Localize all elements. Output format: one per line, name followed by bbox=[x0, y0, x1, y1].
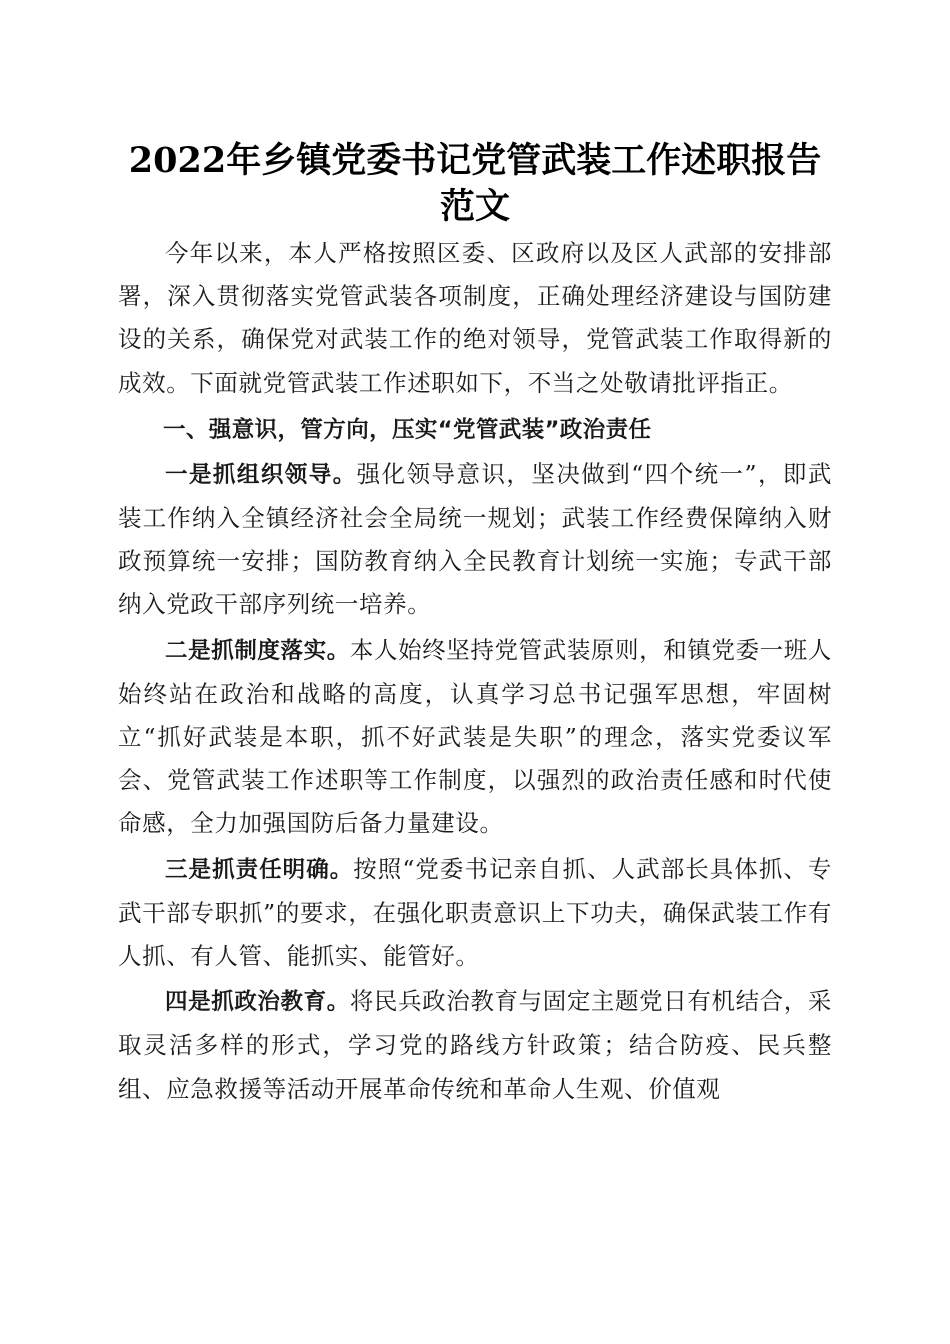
item-text: 按照“党委书记亲自抓、人武部长具体抓、专武干部专职抓”的要求，在强化职责意识上下功夫，确保武装工作有人抓、有人管、能抓实、能管好。 bbox=[118, 854, 832, 971]
title-line-1: 2022年乡镇党委书记党管武装工作述职报告 bbox=[128, 140, 822, 181]
title-line-2: 范文 bbox=[439, 186, 510, 227]
item-text: 将民兵政治教育与固定主题党日有机结合，采取灵活多样的形式，学习党的路线方针政策；结合防疫、民兵整组、应急救援等活动开展革命传统和革命人生观、价值观 bbox=[118, 987, 832, 1103]
item-lead: 三是抓责任明确。 bbox=[165, 856, 354, 883]
intro-paragraph: 今年以来，本人严格按照区委、区政府以及区人武部的安排部署，深入贯彻落实党管武装各项制度，正确处理经济建设与国防建设的关系，确保党对武装工作的绝对领导，党管武装工作取得新的成效。下面就党管武装工作述职如下，不当之处敬请批评指正。 bbox=[118, 239, 832, 397]
item-paragraph-2 bbox=[118, 629, 832, 846]
item-lead: 四是抓政治教育。 bbox=[165, 989, 350, 1016]
item-lead: 一是抓组织领导。 bbox=[165, 461, 357, 488]
item-paragraph-4 bbox=[118, 980, 832, 1111]
document-body bbox=[118, 232, 832, 1111]
section-heading: 一、强意识，管方向，压实“党管武装”政治责任 bbox=[163, 416, 652, 443]
document-title bbox=[110, 138, 840, 230]
item-paragraph-1 bbox=[118, 453, 832, 627]
item-text: 本人始终坚持党管武装原则，和镇党委一班人始终站在政治和战略的高度，认真学习总书记强军思想，牢固树立“抓好武装是本职，抓不好武装是失职”的理念，落实党委议军会、党管武装工作述职等工作制度，以强烈的政治责任感和时代使命感，全力加强国防后备力量建设。 bbox=[118, 635, 832, 838]
item-paragraph-3 bbox=[118, 848, 832, 979]
item-lead: 二是抓制度落实。 bbox=[165, 637, 350, 664]
item-text: 强化领导意识，坚决做到“四个统一”，即武装工作纳入全镇经济社会全局统一规划；武装工作经费保障纳入财政预算统一安排；国防教育纳入全民教育计划统一实施；专武干部纳入党政干部序列统一培养。 bbox=[118, 459, 832, 619]
